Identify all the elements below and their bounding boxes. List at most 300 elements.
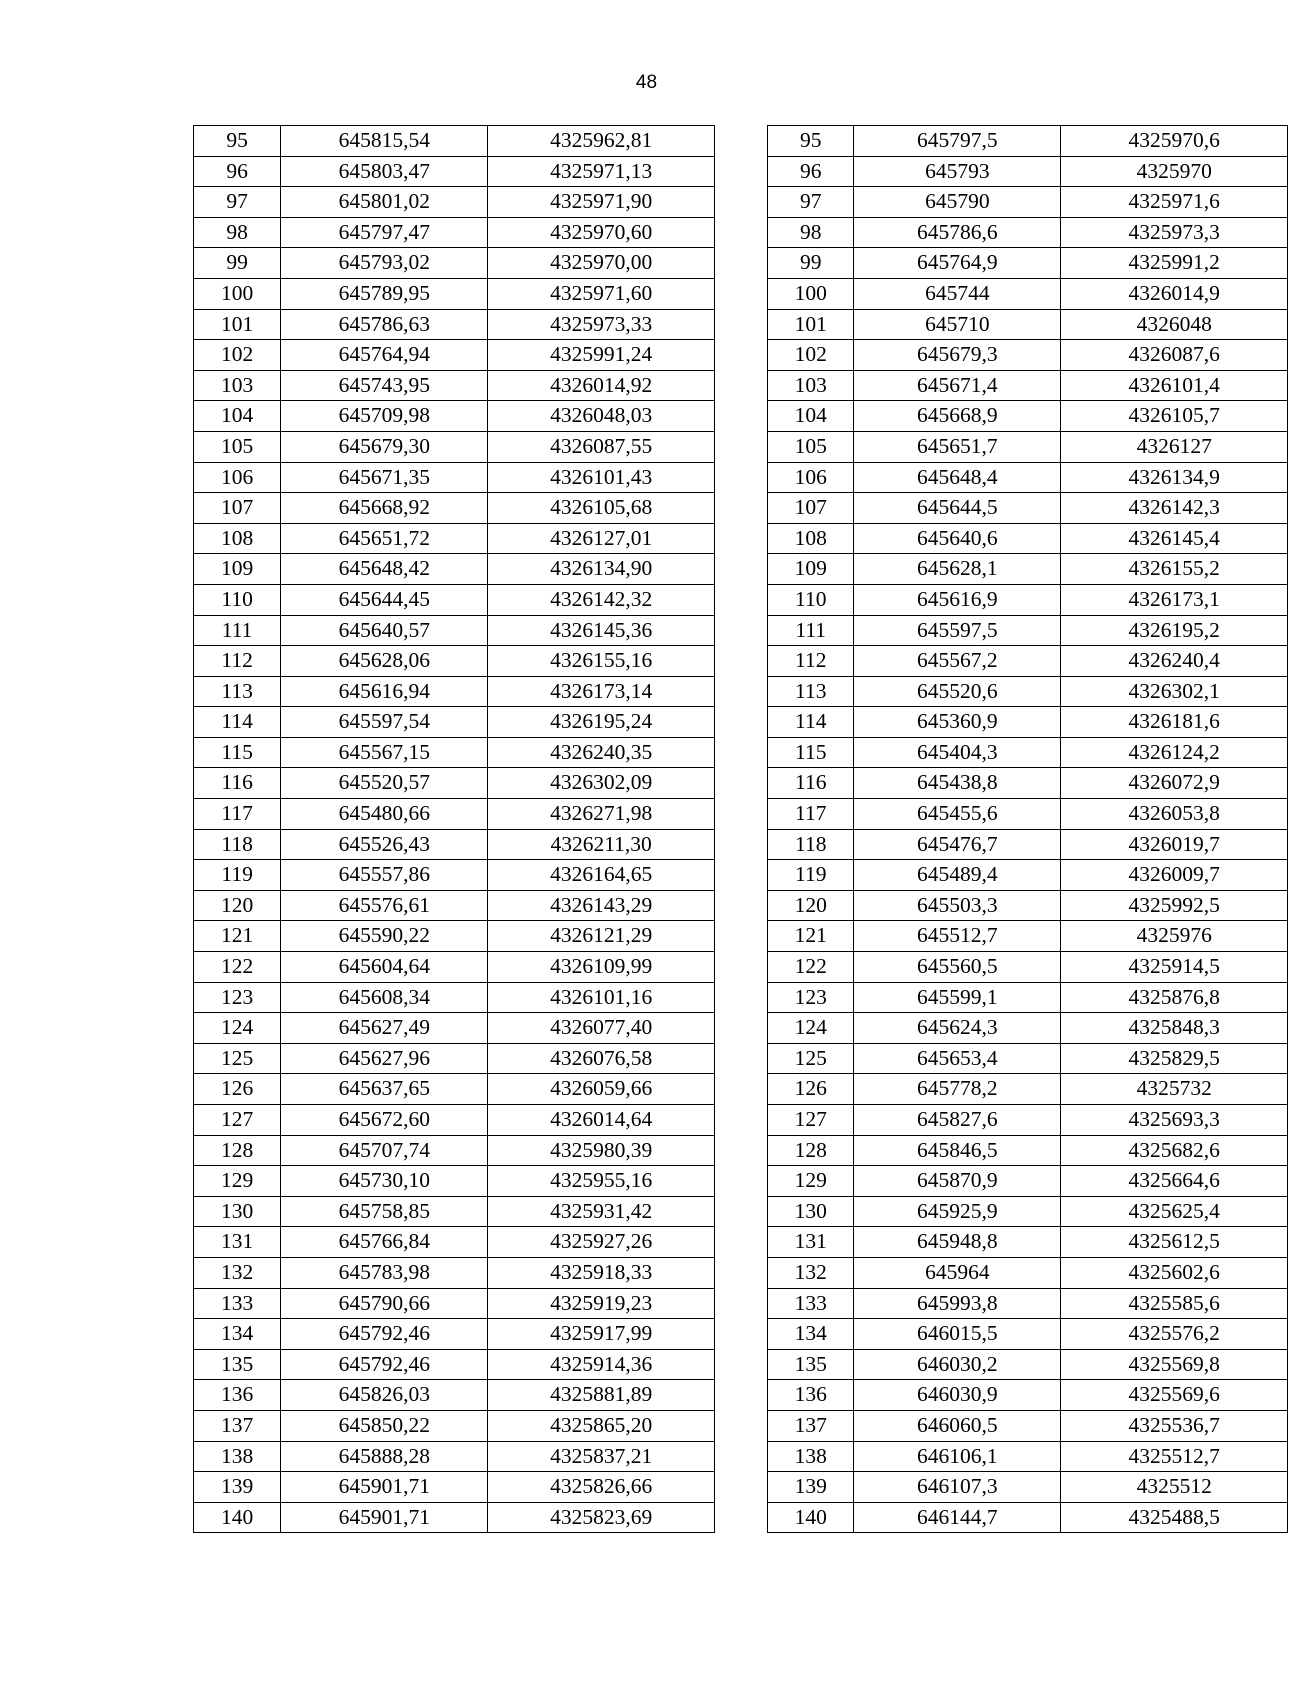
right-point-number-cell: 111: [768, 615, 854, 646]
right-point-number-cell: 103: [768, 370, 854, 401]
column-gap: [714, 829, 767, 860]
left-x-coordinate-cell: 645792,46: [281, 1349, 488, 1380]
right-y-coordinate-cell: 4326048: [1061, 309, 1288, 340]
left-y-coordinate-cell: 4325970,60: [488, 217, 715, 248]
column-gap: [714, 523, 767, 554]
left-y-coordinate-cell: 4325962,81: [488, 126, 715, 157]
table-row: [194, 126, 1288, 157]
left-y-coordinate-cell: 4326059,66: [488, 1074, 715, 1105]
column-gap: [714, 1227, 767, 1258]
right-y-coordinate-cell: 4326014,9: [1061, 278, 1288, 309]
right-x-coordinate-cell: 645710: [854, 309, 1061, 340]
left-y-coordinate-cell: 4326195,24: [488, 707, 715, 738]
right-point-number-cell: 104: [768, 401, 854, 432]
right-x-coordinate-cell: 646144,7: [854, 1502, 1061, 1533]
left-point-number-cell: 139: [194, 1472, 281, 1503]
left-point-number-cell: 120: [194, 890, 281, 921]
right-y-coordinate-cell: 4325569,6: [1061, 1380, 1288, 1411]
left-y-coordinate-cell: 4326143,29: [488, 890, 715, 921]
left-x-coordinate-cell: 645764,94: [281, 340, 488, 371]
right-x-coordinate-cell: 645790: [854, 187, 1061, 218]
right-point-number-cell: 120: [768, 890, 854, 921]
left-point-number-cell: 131: [194, 1227, 281, 1258]
table-row: [194, 554, 1288, 585]
left-point-number-cell: 110: [194, 584, 281, 615]
right-y-coordinate-cell: 4326145,4: [1061, 523, 1288, 554]
right-y-coordinate-cell: 4325602,6: [1061, 1257, 1288, 1288]
left-x-coordinate-cell: 645616,94: [281, 676, 488, 707]
left-y-coordinate-cell: 4325914,36: [488, 1349, 715, 1380]
right-x-coordinate-cell: 645925,9: [854, 1196, 1061, 1227]
table-row: [194, 248, 1288, 279]
column-gap: [714, 921, 767, 952]
table-row: [194, 370, 1288, 401]
right-x-coordinate-cell: 645846,5: [854, 1135, 1061, 1166]
left-x-coordinate-cell: 645644,45: [281, 584, 488, 615]
left-y-coordinate-cell: 4325931,42: [488, 1196, 715, 1227]
column-gap: [714, 707, 767, 738]
right-point-number-cell: 116: [768, 768, 854, 799]
left-x-coordinate-cell: 645793,02: [281, 248, 488, 279]
left-x-coordinate-cell: 645604,64: [281, 952, 488, 983]
right-point-number-cell: 110: [768, 584, 854, 615]
left-x-coordinate-cell: 645651,72: [281, 523, 488, 554]
table-row: [194, 1166, 1288, 1197]
table-row: [194, 1410, 1288, 1441]
left-x-coordinate-cell: 645901,71: [281, 1472, 488, 1503]
right-x-coordinate-cell: 645786,6: [854, 217, 1061, 248]
right-x-coordinate-cell: 645653,4: [854, 1043, 1061, 1074]
left-x-coordinate-cell: 645743,95: [281, 370, 488, 401]
right-point-number-cell: 107: [768, 493, 854, 524]
right-point-number-cell: 122: [768, 952, 854, 983]
column-gap: [714, 1257, 767, 1288]
right-y-coordinate-cell: 4325971,6: [1061, 187, 1288, 218]
table-row: [194, 707, 1288, 738]
left-y-coordinate-cell: 4326087,55: [488, 431, 715, 462]
left-y-coordinate-cell: 4326302,09: [488, 768, 715, 799]
coordinates-table: [193, 125, 1288, 1533]
right-y-coordinate-cell: 4326142,3: [1061, 493, 1288, 524]
right-point-number-cell: 138: [768, 1441, 854, 1472]
left-x-coordinate-cell: 645766,84: [281, 1227, 488, 1258]
left-point-number-cell: 99: [194, 248, 281, 279]
column-gap: [714, 584, 767, 615]
left-y-coordinate-cell: 4326134,90: [488, 554, 715, 585]
left-x-coordinate-cell: 645679,30: [281, 431, 488, 462]
right-x-coordinate-cell: 645764,9: [854, 248, 1061, 279]
left-y-coordinate-cell: 4325955,16: [488, 1166, 715, 1197]
right-x-coordinate-cell: 645599,1: [854, 982, 1061, 1013]
right-x-coordinate-cell: 645597,5: [854, 615, 1061, 646]
left-y-coordinate-cell: 4325823,69: [488, 1502, 715, 1533]
left-x-coordinate-cell: 645801,02: [281, 187, 488, 218]
table-row: [194, 340, 1288, 371]
table-row: [194, 860, 1288, 891]
right-x-coordinate-cell: 645512,7: [854, 921, 1061, 952]
left-point-number-cell: 123: [194, 982, 281, 1013]
right-y-coordinate-cell: 4325973,3: [1061, 217, 1288, 248]
table-row: [194, 982, 1288, 1013]
table-row: [194, 523, 1288, 554]
right-point-number-cell: 108: [768, 523, 854, 554]
left-x-coordinate-cell: 645526,43: [281, 829, 488, 860]
left-x-coordinate-cell: 645709,98: [281, 401, 488, 432]
right-point-number-cell: 114: [768, 707, 854, 738]
right-x-coordinate-cell: 645624,3: [854, 1013, 1061, 1044]
table-row: [194, 646, 1288, 677]
left-x-coordinate-cell: 645557,86: [281, 860, 488, 891]
left-x-coordinate-cell: 645792,46: [281, 1319, 488, 1350]
left-x-coordinate-cell: 645668,92: [281, 493, 488, 524]
column-gap: [714, 187, 767, 218]
right-y-coordinate-cell: 4325512,7: [1061, 1441, 1288, 1472]
table-row: [194, 1013, 1288, 1044]
left-y-coordinate-cell: 4326211,30: [488, 829, 715, 860]
right-y-coordinate-cell: 4325569,8: [1061, 1349, 1288, 1380]
right-x-coordinate-cell: 645438,8: [854, 768, 1061, 799]
right-point-number-cell: 123: [768, 982, 854, 1013]
left-point-number-cell: 102: [194, 340, 281, 371]
right-x-coordinate-cell: 645993,8: [854, 1288, 1061, 1319]
table-row: [194, 1380, 1288, 1411]
right-x-coordinate-cell: 645778,2: [854, 1074, 1061, 1105]
table-row: [194, 431, 1288, 462]
left-point-number-cell: 135: [194, 1349, 281, 1380]
left-x-coordinate-cell: 645590,22: [281, 921, 488, 952]
left-point-number-cell: 140: [194, 1502, 281, 1533]
right-x-coordinate-cell: 645616,9: [854, 584, 1061, 615]
column-gap: [714, 1472, 767, 1503]
table-row: [194, 1257, 1288, 1288]
table-row: [194, 1288, 1288, 1319]
left-x-coordinate-cell: 645786,63: [281, 309, 488, 340]
table-row: [194, 890, 1288, 921]
left-y-coordinate-cell: 4326014,64: [488, 1105, 715, 1136]
left-y-coordinate-cell: 4326014,92: [488, 370, 715, 401]
right-y-coordinate-cell: 4326195,2: [1061, 615, 1288, 646]
left-y-coordinate-cell: 4326127,01: [488, 523, 715, 554]
right-x-coordinate-cell: 645668,9: [854, 401, 1061, 432]
table-row: [194, 401, 1288, 432]
left-y-coordinate-cell: 4325917,99: [488, 1319, 715, 1350]
right-x-coordinate-cell: 646030,9: [854, 1380, 1061, 1411]
left-point-number-cell: 114: [194, 707, 281, 738]
table-row: [194, 309, 1288, 340]
left-x-coordinate-cell: 645480,66: [281, 799, 488, 830]
column-gap: [714, 1319, 767, 1350]
left-x-coordinate-cell: 645567,15: [281, 737, 488, 768]
right-point-number-cell: 127: [768, 1105, 854, 1136]
right-y-coordinate-cell: 4326240,4: [1061, 646, 1288, 677]
left-x-coordinate-cell: 645789,95: [281, 278, 488, 309]
left-point-number-cell: 107: [194, 493, 281, 524]
left-y-coordinate-cell: 4326109,99: [488, 952, 715, 983]
table-row: [194, 1196, 1288, 1227]
left-x-coordinate-cell: 645758,85: [281, 1196, 488, 1227]
table-row: [194, 217, 1288, 248]
right-point-number-cell: 112: [768, 646, 854, 677]
table-row: [194, 1227, 1288, 1258]
left-y-coordinate-cell: 4326048,03: [488, 401, 715, 432]
right-point-number-cell: 126: [768, 1074, 854, 1105]
right-y-coordinate-cell: 4326155,2: [1061, 554, 1288, 585]
table-row: [194, 462, 1288, 493]
right-x-coordinate-cell: 645404,3: [854, 737, 1061, 768]
left-point-number-cell: 119: [194, 860, 281, 891]
left-point-number-cell: 115: [194, 737, 281, 768]
table-row: [194, 676, 1288, 707]
left-y-coordinate-cell: 4325971,90: [488, 187, 715, 218]
right-x-coordinate-cell: 645679,3: [854, 340, 1061, 371]
left-point-number-cell: 128: [194, 1135, 281, 1166]
table-row: [194, 768, 1288, 799]
column-gap: [714, 1043, 767, 1074]
right-point-number-cell: 99: [768, 248, 854, 279]
left-x-coordinate-cell: 645640,57: [281, 615, 488, 646]
right-x-coordinate-cell: 646015,5: [854, 1319, 1061, 1350]
right-point-number-cell: 136: [768, 1380, 854, 1411]
column-gap: [714, 1380, 767, 1411]
left-point-number-cell: 129: [194, 1166, 281, 1197]
right-y-coordinate-cell: 4325576,2: [1061, 1319, 1288, 1350]
left-point-number-cell: 108: [194, 523, 281, 554]
right-y-coordinate-cell: 4325970,6: [1061, 126, 1288, 157]
left-point-number-cell: 101: [194, 309, 281, 340]
right-point-number-cell: 121: [768, 921, 854, 952]
left-point-number-cell: 96: [194, 156, 281, 187]
column-gap: [714, 431, 767, 462]
right-point-number-cell: 95: [768, 126, 854, 157]
left-point-number-cell: 112: [194, 646, 281, 677]
right-point-number-cell: 102: [768, 340, 854, 371]
right-x-coordinate-cell: 645476,7: [854, 829, 1061, 860]
right-x-coordinate-cell: 645793: [854, 156, 1061, 187]
right-y-coordinate-cell: 4326134,9: [1061, 462, 1288, 493]
left-point-number-cell: 105: [194, 431, 281, 462]
right-x-coordinate-cell: 645644,5: [854, 493, 1061, 524]
right-point-number-cell: 105: [768, 431, 854, 462]
right-y-coordinate-cell: 4326302,1: [1061, 676, 1288, 707]
left-x-coordinate-cell: 645826,03: [281, 1380, 488, 1411]
left-y-coordinate-cell: 4325919,23: [488, 1288, 715, 1319]
column-gap: [714, 217, 767, 248]
column-gap: [714, 1288, 767, 1319]
right-y-coordinate-cell: 4325829,5: [1061, 1043, 1288, 1074]
right-point-number-cell: 109: [768, 554, 854, 585]
left-y-coordinate-cell: 4326077,40: [488, 1013, 715, 1044]
left-point-number-cell: 98: [194, 217, 281, 248]
right-point-number-cell: 101: [768, 309, 854, 340]
left-point-number-cell: 126: [194, 1074, 281, 1105]
right-point-number-cell: 134: [768, 1319, 854, 1350]
table-row: [194, 1319, 1288, 1350]
table-row: [194, 615, 1288, 646]
table-row: [194, 493, 1288, 524]
table-row: [194, 952, 1288, 983]
right-point-number-cell: 113: [768, 676, 854, 707]
right-y-coordinate-cell: 4326019,7: [1061, 829, 1288, 860]
right-y-coordinate-cell: 4326101,4: [1061, 370, 1288, 401]
table-row: [194, 1472, 1288, 1503]
right-y-coordinate-cell: 4326009,7: [1061, 860, 1288, 891]
column-gap: [714, 1013, 767, 1044]
column-gap: [714, 248, 767, 279]
left-point-number-cell: 111: [194, 615, 281, 646]
right-point-number-cell: 137: [768, 1410, 854, 1441]
left-point-number-cell: 103: [194, 370, 281, 401]
right-y-coordinate-cell: 4325693,3: [1061, 1105, 1288, 1136]
left-y-coordinate-cell: 4325881,89: [488, 1380, 715, 1411]
right-x-coordinate-cell: 645455,6: [854, 799, 1061, 830]
table-row: [194, 1043, 1288, 1074]
right-y-coordinate-cell: 4325682,6: [1061, 1135, 1288, 1166]
right-point-number-cell: 97: [768, 187, 854, 218]
right-y-coordinate-cell: 4325732: [1061, 1074, 1288, 1105]
right-y-coordinate-cell: 4326173,1: [1061, 584, 1288, 615]
column-gap: [714, 1166, 767, 1197]
left-x-coordinate-cell: 645797,47: [281, 217, 488, 248]
table-row: [194, 187, 1288, 218]
left-point-number-cell: 121: [194, 921, 281, 952]
left-point-number-cell: 133: [194, 1288, 281, 1319]
left-x-coordinate-cell: 645672,60: [281, 1105, 488, 1136]
column-gap: [714, 737, 767, 768]
column-gap: [714, 554, 767, 585]
column-gap: [714, 493, 767, 524]
right-y-coordinate-cell: 4326072,9: [1061, 768, 1288, 799]
right-x-coordinate-cell: 645567,2: [854, 646, 1061, 677]
right-x-coordinate-cell: 645503,3: [854, 890, 1061, 921]
right-point-number-cell: 115: [768, 737, 854, 768]
right-y-coordinate-cell: 4326124,2: [1061, 737, 1288, 768]
column-gap: [714, 1196, 767, 1227]
left-point-number-cell: 113: [194, 676, 281, 707]
right-x-coordinate-cell: 645560,5: [854, 952, 1061, 983]
left-y-coordinate-cell: 4326076,58: [488, 1043, 715, 1074]
right-point-number-cell: 140: [768, 1502, 854, 1533]
left-x-coordinate-cell: 645901,71: [281, 1502, 488, 1533]
right-y-coordinate-cell: 4325992,5: [1061, 890, 1288, 921]
table-row: [194, 278, 1288, 309]
left-y-coordinate-cell: 4325980,39: [488, 1135, 715, 1166]
right-x-coordinate-cell: 645870,9: [854, 1166, 1061, 1197]
left-point-number-cell: 109: [194, 554, 281, 585]
left-point-number-cell: 104: [194, 401, 281, 432]
column-gap: [714, 462, 767, 493]
right-x-coordinate-cell: 645520,6: [854, 676, 1061, 707]
left-y-coordinate-cell: 4325970,00: [488, 248, 715, 279]
left-y-coordinate-cell: 4326101,43: [488, 462, 715, 493]
right-point-number-cell: 128: [768, 1135, 854, 1166]
left-x-coordinate-cell: 645783,98: [281, 1257, 488, 1288]
left-x-coordinate-cell: 645628,06: [281, 646, 488, 677]
right-y-coordinate-cell: 4326181,6: [1061, 707, 1288, 738]
right-point-number-cell: 132: [768, 1257, 854, 1288]
left-y-coordinate-cell: 4326121,29: [488, 921, 715, 952]
table-row: [194, 1502, 1288, 1533]
left-point-number-cell: 124: [194, 1013, 281, 1044]
left-point-number-cell: 125: [194, 1043, 281, 1074]
left-x-coordinate-cell: 645627,49: [281, 1013, 488, 1044]
left-y-coordinate-cell: 4326164,65: [488, 860, 715, 891]
left-point-number-cell: 137: [194, 1410, 281, 1441]
column-gap: [714, 860, 767, 891]
column-gap: [714, 126, 767, 157]
left-x-coordinate-cell: 645637,65: [281, 1074, 488, 1105]
right-point-number-cell: 124: [768, 1013, 854, 1044]
page-number: 48: [635, 72, 658, 93]
right-y-coordinate-cell: 4325914,5: [1061, 952, 1288, 983]
left-point-number-cell: 97: [194, 187, 281, 218]
right-x-coordinate-cell: 646106,1: [854, 1441, 1061, 1472]
left-y-coordinate-cell: 4326142,32: [488, 584, 715, 615]
left-x-coordinate-cell: 645608,34: [281, 982, 488, 1013]
left-point-number-cell: 138: [194, 1441, 281, 1472]
right-x-coordinate-cell: 646060,5: [854, 1410, 1061, 1441]
table-row: [194, 829, 1288, 860]
left-x-coordinate-cell: 645888,28: [281, 1441, 488, 1472]
right-x-coordinate-cell: 645797,5: [854, 126, 1061, 157]
left-x-coordinate-cell: 645597,54: [281, 707, 488, 738]
right-y-coordinate-cell: 4325536,7: [1061, 1410, 1288, 1441]
left-point-number-cell: 122: [194, 952, 281, 983]
table-row: [194, 799, 1288, 830]
left-y-coordinate-cell: 4326271,98: [488, 799, 715, 830]
table-row: [194, 156, 1288, 187]
left-y-coordinate-cell: 4325918,33: [488, 1257, 715, 1288]
coordinates-table-body: [194, 126, 1288, 1533]
right-point-number-cell: 100: [768, 278, 854, 309]
table-row: [194, 1349, 1288, 1380]
left-x-coordinate-cell: 645815,54: [281, 126, 488, 157]
left-y-coordinate-cell: 4325865,20: [488, 1410, 715, 1441]
right-x-coordinate-cell: 645360,9: [854, 707, 1061, 738]
table-row: [194, 1441, 1288, 1472]
right-x-coordinate-cell: 645964: [854, 1257, 1061, 1288]
left-y-coordinate-cell: 4326105,68: [488, 493, 715, 524]
left-y-coordinate-cell: 4325971,60: [488, 278, 715, 309]
column-gap: [714, 890, 767, 921]
column-gap: [714, 1074, 767, 1105]
right-point-number-cell: 98: [768, 217, 854, 248]
right-x-coordinate-cell: 646107,3: [854, 1472, 1061, 1503]
left-y-coordinate-cell: 4325826,66: [488, 1472, 715, 1503]
left-y-coordinate-cell: 4326240,35: [488, 737, 715, 768]
left-point-number-cell: 136: [194, 1380, 281, 1411]
left-point-number-cell: 118: [194, 829, 281, 860]
right-y-coordinate-cell: 4325848,3: [1061, 1013, 1288, 1044]
left-x-coordinate-cell: 645803,47: [281, 156, 488, 187]
column-gap: [714, 156, 767, 187]
right-y-coordinate-cell: 4325585,6: [1061, 1288, 1288, 1319]
right-point-number-cell: 129: [768, 1166, 854, 1197]
left-x-coordinate-cell: 645707,74: [281, 1135, 488, 1166]
right-y-coordinate-cell: 4325512: [1061, 1472, 1288, 1503]
right-x-coordinate-cell: 645648,4: [854, 462, 1061, 493]
column-gap: [714, 1502, 767, 1533]
right-point-number-cell: 96: [768, 156, 854, 187]
right-y-coordinate-cell: 4326053,8: [1061, 799, 1288, 830]
right-y-coordinate-cell: 4326105,7: [1061, 401, 1288, 432]
right-y-coordinate-cell: 4325488,5: [1061, 1502, 1288, 1533]
left-x-coordinate-cell: 645671,35: [281, 462, 488, 493]
table-row: [194, 1105, 1288, 1136]
left-y-coordinate-cell: 4326155,16: [488, 646, 715, 677]
left-x-coordinate-cell: 645790,66: [281, 1288, 488, 1319]
left-y-coordinate-cell: 4325973,33: [488, 309, 715, 340]
column-gap: [714, 799, 767, 830]
